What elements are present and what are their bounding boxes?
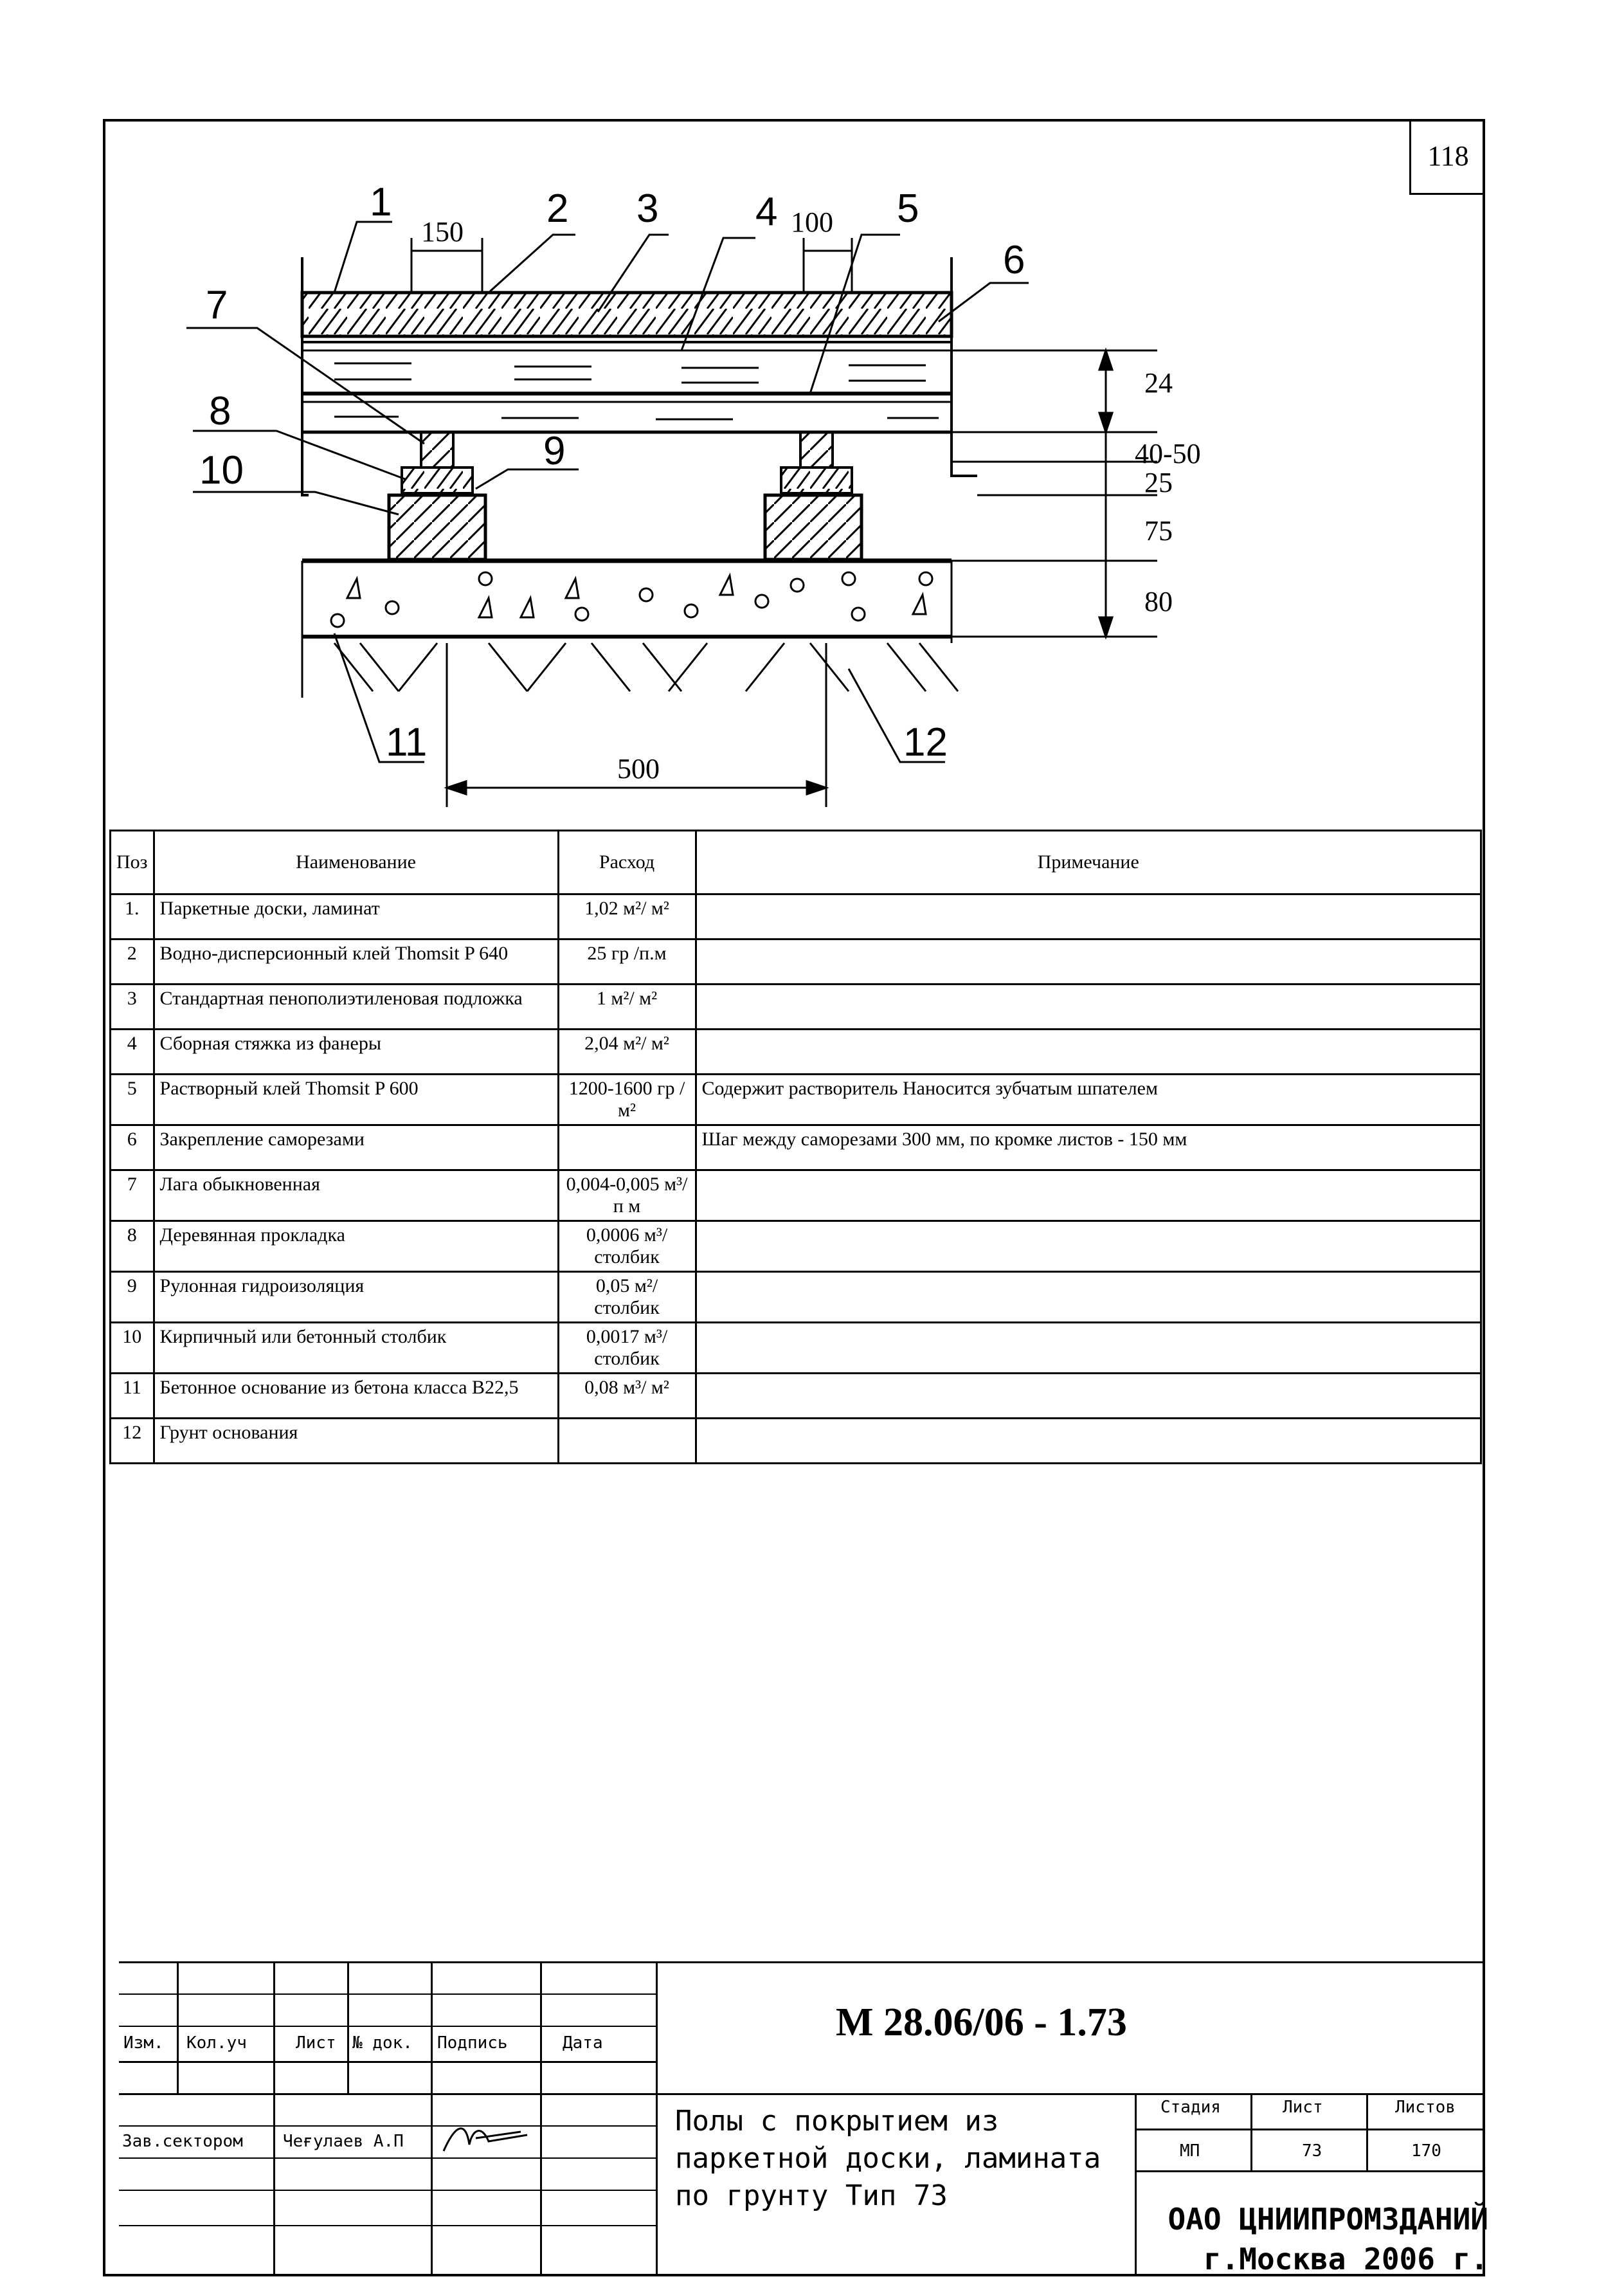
dim-500: 500 bbox=[617, 753, 660, 785]
sheet-number: 118 bbox=[1409, 119, 1485, 195]
header-rate: Расход bbox=[558, 831, 696, 894]
post-left bbox=[389, 495, 485, 559]
stamp-sheet: 73 bbox=[1302, 2141, 1322, 2161]
stamp-stage-label: Стадия bbox=[1160, 2098, 1221, 2117]
callout-12: 12 bbox=[903, 720, 948, 765]
callout-10: 10 bbox=[199, 448, 244, 493]
header-pos: Поз bbox=[111, 831, 154, 894]
joist-right bbox=[800, 432, 833, 468]
stamp-sheets: 170 bbox=[1411, 2141, 1441, 2161]
dim-80: 80 bbox=[1144, 586, 1173, 617]
table-row: 1. Паркетные доски, ламинат 1,02 м²/ м² bbox=[111, 894, 1481, 940]
header-name: Наименование bbox=[154, 831, 558, 894]
table-row: 11 Бетонное основание из бетона класса В22,5 0,08 м³/ м² bbox=[111, 1374, 1481, 1419]
signature bbox=[437, 2116, 534, 2161]
post-right bbox=[765, 495, 862, 559]
stamp-data: Дата bbox=[563, 2033, 603, 2053]
floor-section-drawing bbox=[0, 0, 1624, 836]
stamp-person: Чеғулаев А.П bbox=[283, 2132, 404, 2151]
dim-25: 25 bbox=[1144, 467, 1173, 498]
table-row: 4 Сборная стяжка из фанеры 2,04 м²/ м² bbox=[111, 1030, 1481, 1075]
table-row: 5 Растворный клей Thomsit P 600 1200-1600 гр / м² Содержит растворитель Наносится зубчатым шпателем bbox=[111, 1075, 1481, 1125]
table-row: 12 Грунт основания bbox=[111, 1419, 1481, 1464]
stamp-role: Зав.сектором bbox=[122, 2132, 243, 2151]
table-header bbox=[111, 831, 1481, 894]
dim-75: 75 bbox=[1144, 515, 1173, 547]
table-row: 7 Лага обыкновенная 0,004-0,005 м³/ п м bbox=[111, 1170, 1481, 1221]
table-row: 2 Водно-дисперсионный клей Thomsit P 640 25 гр /п.м bbox=[111, 940, 1481, 985]
document-code: М 28.06/06 - 1.73 bbox=[836, 2001, 1127, 2044]
parquet-layer bbox=[302, 293, 952, 336]
callout-5: 5 bbox=[897, 186, 919, 231]
stamp-sheets-label: Листов bbox=[1395, 2098, 1456, 2117]
document-title: Полы с покрытием из паркетной доски, ламината по грунту Тип 73 bbox=[675, 2105, 1101, 2212]
table-row: 6 Закрепление саморезами Шаг между саморезами 300 мм, по кромке листов - 150 мм bbox=[111, 1125, 1481, 1170]
table-row: 8 Деревянная прокладка 0,0006 м³/ столбик bbox=[111, 1221, 1481, 1272]
stamp-podpis: Подпись bbox=[437, 2033, 508, 2053]
callout-9: 9 bbox=[543, 429, 566, 473]
table-row: 9 Рулонная гидроизоляция 0,05 м²/ столбик bbox=[111, 1272, 1481, 1323]
dim-150: 150 bbox=[421, 216, 464, 248]
callout-2: 2 bbox=[546, 186, 569, 231]
table-row: 10 Кирпичный или бетонный столбик 0,0017 м³/ столбик bbox=[111, 1323, 1481, 1374]
callout-11: 11 bbox=[386, 720, 428, 765]
dim-40-50: 40-50 bbox=[1135, 438, 1201, 469]
header-note: Примечание bbox=[696, 831, 1481, 894]
joist-left bbox=[421, 432, 453, 468]
specification-table bbox=[109, 830, 1482, 1464]
stamp-sheet-label: Лист bbox=[1283, 2098, 1323, 2117]
callout-3: 3 bbox=[636, 186, 659, 231]
pad-right bbox=[781, 468, 852, 493]
stamp-kol: Кол.уч bbox=[186, 2033, 247, 2053]
callout-7: 7 bbox=[206, 283, 228, 327]
stamp-ndok: № док. bbox=[352, 2033, 413, 2053]
stamp-stage: МП bbox=[1180, 2141, 1200, 2161]
concrete-aggregate bbox=[331, 572, 932, 627]
org-name: ОАО ЦНИИПРОМЗДАНИЙ bbox=[1168, 2202, 1488, 2237]
callout-4: 4 bbox=[755, 190, 778, 234]
stamp-list: Лист bbox=[296, 2033, 336, 2053]
dim-24: 24 bbox=[1144, 367, 1173, 399]
table-row: 3 Стандартная пенополиэтиленовая подложка 1 м²/ м² bbox=[111, 985, 1481, 1030]
organization bbox=[1154, 2199, 1488, 2279]
underlay-dashes bbox=[334, 363, 926, 383]
pad-left bbox=[402, 468, 473, 493]
soil-hatching bbox=[334, 643, 958, 691]
dim-100: 100 bbox=[791, 206, 833, 238]
stamp-izm: Изм. bbox=[123, 2033, 164, 2053]
callout-1: 1 bbox=[370, 180, 392, 224]
callout-6: 6 bbox=[1003, 238, 1025, 282]
callout-8: 8 bbox=[209, 389, 231, 433]
org-city: г.Москва 2006 г. bbox=[1203, 2242, 1488, 2276]
